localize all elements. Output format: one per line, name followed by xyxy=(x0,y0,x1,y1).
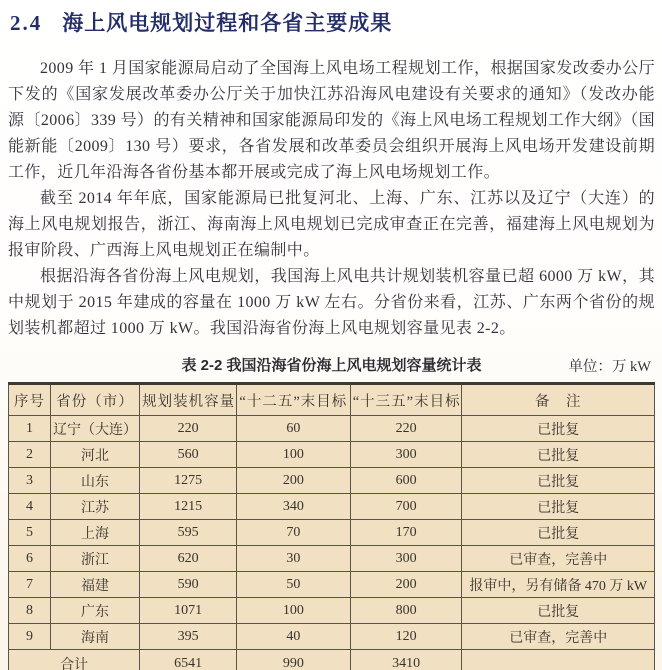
cell-remark: 已审查，完善中 xyxy=(462,546,655,572)
cell-remark: 已审查，完善中 xyxy=(462,624,655,650)
total-row xyxy=(9,650,655,670)
cell-target135: 300 xyxy=(350,442,462,468)
cell-capacity: 560 xyxy=(140,442,237,468)
cell-remark: 报审中，另有储备 470 万 kW xyxy=(462,572,655,598)
cell-target125: 100 xyxy=(237,598,351,624)
cell-capacity: 590 xyxy=(140,572,237,598)
cell-remark: 已批复 xyxy=(462,494,655,520)
cell-target135: 120 xyxy=(350,624,462,650)
cell-capacity: 220 xyxy=(140,416,237,442)
cell-index: 9 xyxy=(9,624,51,650)
cell-target125: 340 xyxy=(237,494,351,520)
cell-target135: 220 xyxy=(350,416,462,442)
section-heading xyxy=(10,10,655,37)
cell-index: 8 xyxy=(9,598,51,624)
total-target135: 3410 xyxy=(350,650,462,670)
cell-province: 浙江 xyxy=(50,546,139,572)
col-header-target135: “十三五”末目标 xyxy=(350,384,462,416)
col-header-province: 省份（市） xyxy=(50,384,139,416)
cell-target125: 70 xyxy=(237,520,351,546)
paragraph: 2009 年 1 月国家能源局启动了全国海上风电场工程规划工作，根据国家发改委办公厅下发的《国家发展改革委办公厅关于加快江苏沿海风电建设有关要求的通知》（发改办能源〔2006〕339 号）的有关精神和国家能源局印发的《海上风电场工程规划工作大纲》（国能新能〔2009〕130 号）要求，各省发展和改革委员会组织开展海上风电场开发建设前期工作，近几年沿海各省份基本都开展或完成了海上风电场规划工作。 xyxy=(8,60,655,181)
cell-index: 6 xyxy=(9,546,51,572)
cell-remark: 已批复 xyxy=(462,442,655,468)
table-row xyxy=(9,494,655,520)
cell-remark: 已批复 xyxy=(462,468,655,494)
table-caption: 表 2-2 我国沿海省份海上风电规划容量统计表 xyxy=(181,357,482,374)
total-label: 合计 xyxy=(9,650,140,670)
cell-capacity: 1275 xyxy=(140,468,237,494)
cell-target125: 30 xyxy=(237,546,351,572)
cell-index: 2 xyxy=(9,442,51,468)
paragraph: 根据沿海各省份海上风电规划，我国海上风电共计规划装机容量已超 6000 万 kW，其中规划于 2015 年建成的容量在 1000 万 kW 左右。分省份来看，江苏、广东两个省份的规划装机都超过 1000 万 kW。我国沿海省份海上风电规划容量见表 2-2。 xyxy=(8,268,655,337)
cell-remark: 已批复 xyxy=(462,416,655,442)
col-header-target125: “十二五”末目标 xyxy=(237,384,351,416)
cell-target125: 50 xyxy=(237,572,351,598)
cell-target125: 60 xyxy=(237,416,351,442)
cell-province: 广东 xyxy=(50,598,139,624)
cell-index: 3 xyxy=(9,468,51,494)
cell-index: 4 xyxy=(9,494,51,520)
cell-target135: 600 xyxy=(350,468,462,494)
cell-province: 辽宁（大连） xyxy=(50,416,139,442)
table-header xyxy=(9,384,655,416)
cell-remark: 已批复 xyxy=(462,598,655,624)
cell-province: 江苏 xyxy=(50,494,139,520)
cell-capacity: 1071 xyxy=(140,598,237,624)
cell-target135: 170 xyxy=(350,520,462,546)
col-header-capacity: 规划装机容量 xyxy=(140,384,237,416)
table-footer xyxy=(9,650,655,670)
table-caption-row xyxy=(8,354,655,375)
table-row xyxy=(9,442,655,468)
col-header-remark: 备 注 xyxy=(462,384,655,416)
table-row xyxy=(9,520,655,546)
cell-province: 福建 xyxy=(50,572,139,598)
table-row xyxy=(9,624,655,650)
total-remark xyxy=(462,650,655,670)
cell-capacity: 1215 xyxy=(140,494,237,520)
cell-index: 1 xyxy=(9,416,51,442)
table-header-row xyxy=(9,384,655,416)
cell-target135: 200 xyxy=(350,572,462,598)
cell-remark: 已批复 xyxy=(462,520,655,546)
cell-province: 河北 xyxy=(50,442,139,468)
table-row xyxy=(9,598,655,624)
cell-province: 海南 xyxy=(50,624,139,650)
total-capacity: 6541 xyxy=(140,650,237,670)
table-body xyxy=(9,416,655,650)
total-target125: 990 xyxy=(237,650,351,670)
cell-target135: 300 xyxy=(350,546,462,572)
cell-province: 山东 xyxy=(50,468,139,494)
cell-target125: 40 xyxy=(237,624,351,650)
col-header-index: 序号 xyxy=(9,384,51,416)
cell-index: 5 xyxy=(9,520,51,546)
cell-target135: 800 xyxy=(350,598,462,624)
cell-target125: 200 xyxy=(237,468,351,494)
table-row xyxy=(9,546,655,572)
cell-capacity: 595 xyxy=(140,520,237,546)
cell-capacity: 395 xyxy=(140,624,237,650)
table-row xyxy=(9,416,655,442)
cell-index: 7 xyxy=(9,572,51,598)
cell-target135: 700 xyxy=(350,494,462,520)
cell-province: 上海 xyxy=(50,520,139,546)
table-unit-label: 单位：万 kW xyxy=(568,359,651,375)
cell-capacity: 620 xyxy=(140,546,237,572)
paragraph: 截至 2014 年年底，国家能源局已批复河北、上海、广东、江苏以及辽宁（大连）的海上风电规划报告，浙江、海南海上风电规划已完成审查正在完善，福建海上风电规划为报审阶段、广西海上风电规划正在编制中。 xyxy=(8,190,655,259)
capacity-table xyxy=(8,382,655,670)
table-row xyxy=(9,468,655,494)
table-row xyxy=(9,572,655,598)
section-title: 海上风电规划过程和各省主要成果 xyxy=(62,12,393,35)
cell-target125: 100 xyxy=(237,442,351,468)
body-text xyxy=(8,56,655,342)
section-number: 2.4 xyxy=(10,11,43,35)
